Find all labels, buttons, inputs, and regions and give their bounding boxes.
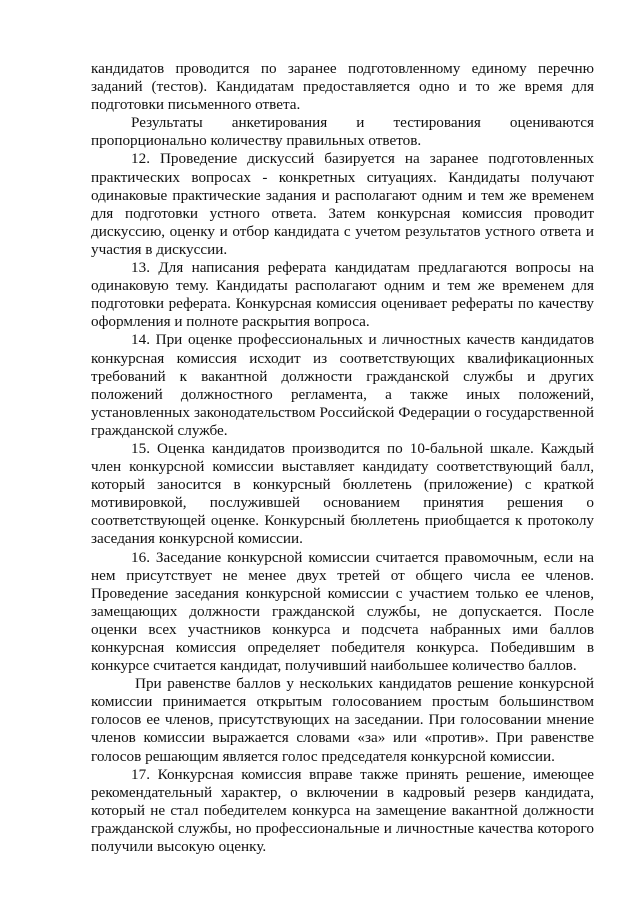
document-body [91,60,594,856]
paragraph-15-scoring: 15. Оценка кандидатов производится по 10-бальной шкале. Каждый член конкурсной комиссии выставляет кандидату соответствующий балл, который заносится в конкурсный бюллетень (приложение) с краткой мотивировкой, послужившей основанием принятия решения о соответствующей оценке. Конкурсный бюллетень приобщается к протоколу заседания конкурсной комиссии. [91,439,594,548]
paragraph-16-quorum: 16. Заседание конкурсной комиссии считается правомочным, если на нем присутствует не менее двух третей от общего числа ее членов. Проведение заседания конкурсной комиссии с участием только ее членов, замещающих должности гражданской службы, не допускается. После оценки всех участников конкурса и подсчета набранных ими баллов конкурсная комиссия определяет победителя конкурса. Победившим в конкурсе считается кандидат, получивший наибольшее количество баллов. [91,548,594,675]
paragraph-16-tie-vote: При равенстве баллов у нескольких кандидатов решение конкурсной комиссии принимается открытым голосованием простым большинством голосов ее членов, присутствующих на заседании. При голосовании мнение членов комиссии выражается словами «за» или «против». При равенстве голосов решающим является голос председателя конкурсной комиссии. [91,675,594,765]
paragraph-14-assessment: 14. При оценке профессиональных и личностных качеств кандидатов конкурсная комиссия исходит из соответствующих квалификационных требований к вакантной должности гражданской службы и других положений должностного регламента, а также иных положений, установленных законодательством Российской Федерации о государственной гражданской службе. [91,331,594,439]
paragraph-12-discussions: 12. Проведение дискуссий базируется на заранее подготовленных практических вопросах - конкретных ситуациях. Кандидаты получают одинаковые практические задания и располагают одним и тем же временем для подготовки устного ответа. Затем конкурсная комиссия проводит дискуссию, оценку и отбор кандидата с учетом результатов устного ответа и участия в дискуссии. [91,150,594,258]
paragraph-continuation: кандидатов проводится по заранее подготовленному единому перечню заданий (тестов). Кандидатам предоставляется одно и то же время для подготовки письменного ответа. [91,60,594,114]
paragraph-13-essay: 13. Для написания реферата кандидатам предлагаются вопросы на одинаковую тему. Кандидаты располагают одним и тем же временем для подготовки реферата. Конкурсная комиссия оценивает рефераты по качеству оформления и полноте раскрытия вопроса. [91,259,594,331]
paragraph-results: Результаты анкетирования и тестирования оцениваются пропорционально количеству правильных ответов. [91,114,594,150]
paragraph-17-reserve: 17. Конкурсная комиссия вправе также принять решение, имеющее рекомендательный характер, о включении в кадровый резерв кандидата, который не стал победителем конкурса на замещение вакантной должности гражданской службы, но профессиональные и личностные качества которого получили высокую оценку. [91,765,594,856]
